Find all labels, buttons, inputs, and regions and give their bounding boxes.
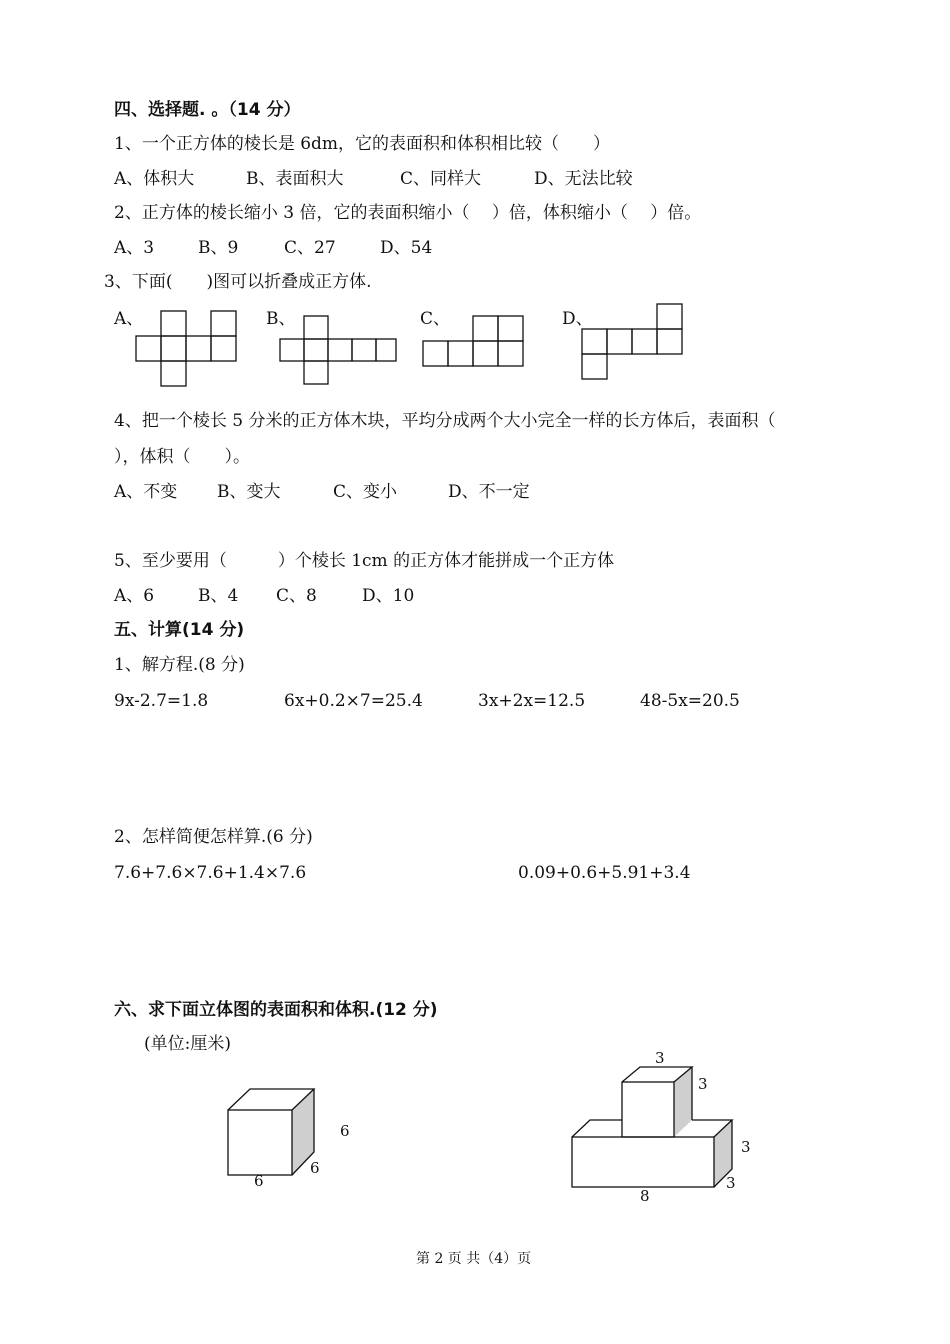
- section5-heading: 五、计算(14 分): [114, 620, 245, 640]
- q2-option-d: D、54: [380, 238, 433, 258]
- expression-2: 0.09+0.6+5.91+3.4: [518, 863, 691, 883]
- q2-option-a: A、3: [114, 238, 155, 258]
- box-label-depth: 3: [726, 1174, 736, 1192]
- q5-option-d: D、10: [362, 586, 415, 606]
- q4-text-line2: ），体积（ ）。: [114, 447, 250, 467]
- composite-edges: [572, 1067, 732, 1187]
- q4-option-c: C、变小: [333, 482, 398, 502]
- section4-heading: 四、选择题. 。（14 分）: [114, 100, 301, 120]
- q2-option-c: C、27: [284, 238, 336, 258]
- equation-1: 9x-2.7=1.8: [114, 691, 209, 711]
- small-cube-side-shade: [674, 1067, 692, 1137]
- equation-2: 6x+0.2×7=25.4: [284, 691, 423, 711]
- q3-option-d: D、: [562, 309, 593, 329]
- q3-text: 3、下面( )图可以折叠成正方体.: [104, 272, 372, 292]
- q1-option-a: A、体积大: [114, 169, 195, 189]
- q1-option-d: D、无法比较: [534, 169, 633, 189]
- q5-option-c: C、8: [276, 586, 317, 606]
- cube-label-width: 6: [254, 1172, 264, 1190]
- q3-option-c: C、: [420, 309, 451, 329]
- q2-option-b: B、9: [198, 238, 239, 258]
- part1-title: 1、解方程.(8 分): [114, 655, 245, 675]
- page-footer: 第 2 页 共（4）页: [416, 1251, 532, 1267]
- box-label-height: 3: [741, 1138, 751, 1156]
- q4-text-line1: 4、把一个棱长 5 分米的正方体木块，平均分成两个大小完全一样的长方体后，表面积（: [114, 411, 776, 431]
- q1-option-c: C、同样大: [400, 169, 482, 189]
- unit-label: (单位:厘米): [144, 1034, 231, 1054]
- expression-1: 7.6+7.6×7.6+1.4×7.6: [114, 863, 307, 883]
- q5-text: 5、至少要用（ ）个棱长 1cm 的正方体才能拼成一个正方体: [114, 551, 615, 571]
- equation-4: 48-5x=20.5: [640, 691, 740, 711]
- small-cube-label-side: 3: [698, 1075, 708, 1093]
- q1-text: 1、一个正方体的棱长是 6dm，它的表面积和体积相比较（ ）: [114, 134, 611, 154]
- q4-option-d: D、不一定: [448, 482, 530, 502]
- part2-title: 2、怎样简便怎样算.(6 分): [114, 827, 313, 847]
- cube-label-height: 6: [340, 1122, 350, 1140]
- cube-label-depth: 6: [310, 1159, 320, 1177]
- q5-option-b: B、4: [198, 586, 239, 606]
- q3-option-a: A、: [114, 309, 144, 329]
- section6-heading: 六、求下面立体图的表面积和体积.(12 分): [114, 1000, 438, 1020]
- equation-3: 3x+2x=12.5: [478, 691, 586, 711]
- small-cube-label-top: 3: [655, 1049, 665, 1067]
- box-label-length: 8: [640, 1187, 650, 1205]
- q4-option-a: A、不变: [114, 482, 178, 502]
- q3-option-b: B、: [266, 309, 296, 329]
- q1-option-b: B、表面积大: [246, 169, 344, 189]
- q5-option-a: A、6: [114, 586, 155, 606]
- q2-text: 2、正方体的棱长缩小 3 倍，它的表面积缩小（ ）倍，体积缩小（ ）倍。: [114, 203, 702, 223]
- q4-option-b: B、变大: [217, 482, 281, 502]
